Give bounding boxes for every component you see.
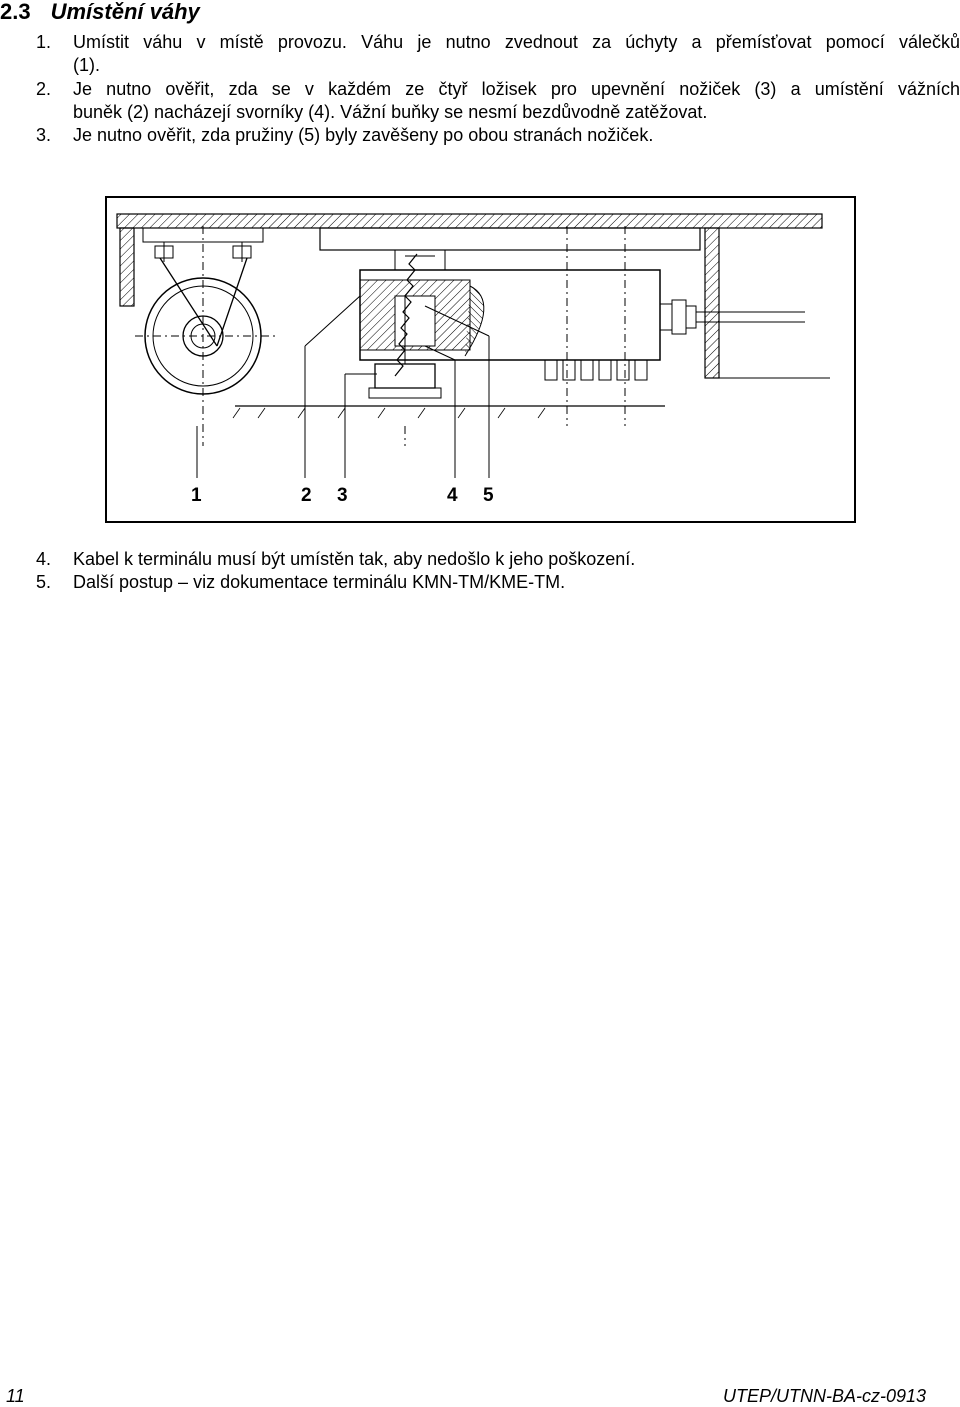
step-text-continued: (1). <box>73 55 100 75</box>
step-number: 4. <box>36 549 52 569</box>
section-title: Umístění váhy <box>50 0 200 24</box>
callout-5: 5 <box>483 485 494 506</box>
step-number: 3. <box>36 125 52 145</box>
page-number: 11 <box>6 1386 25 1406</box>
step-number: 2. <box>36 79 52 99</box>
callout-1: 1 <box>191 485 202 506</box>
step-text: Je nutno ověřit, zda pružiny (5) byly zavěšeny po obou stranách nožiček. <box>73 125 654 145</box>
scale-mounting-drawing <box>105 196 856 523</box>
step-text-continued: buněk (2) nacházejí svorníky (4). Vážní buňky se nesmí bezdůvodně zatěžovat. <box>73 102 708 122</box>
weighing-platform <box>117 214 822 228</box>
step-number: 1. <box>36 32 52 52</box>
callout-2: 2 <box>301 485 312 506</box>
step-text: Kabel k terminálu musí být umístěn tak, aby nedošlo k jeho poškození. <box>73 549 636 569</box>
document-code: UTEP/UTNN-BA-cz-0913 <box>722 1386 926 1406</box>
section-number: 2.3 <box>0 0 31 24</box>
callout-4: 4 <box>447 485 458 506</box>
section-heading <box>0 0 200 25</box>
callout-3: 3 <box>337 485 348 506</box>
step-number: 5. <box>36 572 52 592</box>
step-text: Je nutno ověřit, zda se v každém ze čtyř ložisek pro upevnění nožiček (3) a umístění vážních <box>73 79 960 99</box>
step-text: Umístit váhu v místě provozu. Váhu je nutno zvednout za úchyty a přemísťovat pomocí válečků <box>73 32 960 52</box>
step-text: Další postup – viz dokumentace terminálu KMN-TM/KME-TM. <box>73 572 566 592</box>
